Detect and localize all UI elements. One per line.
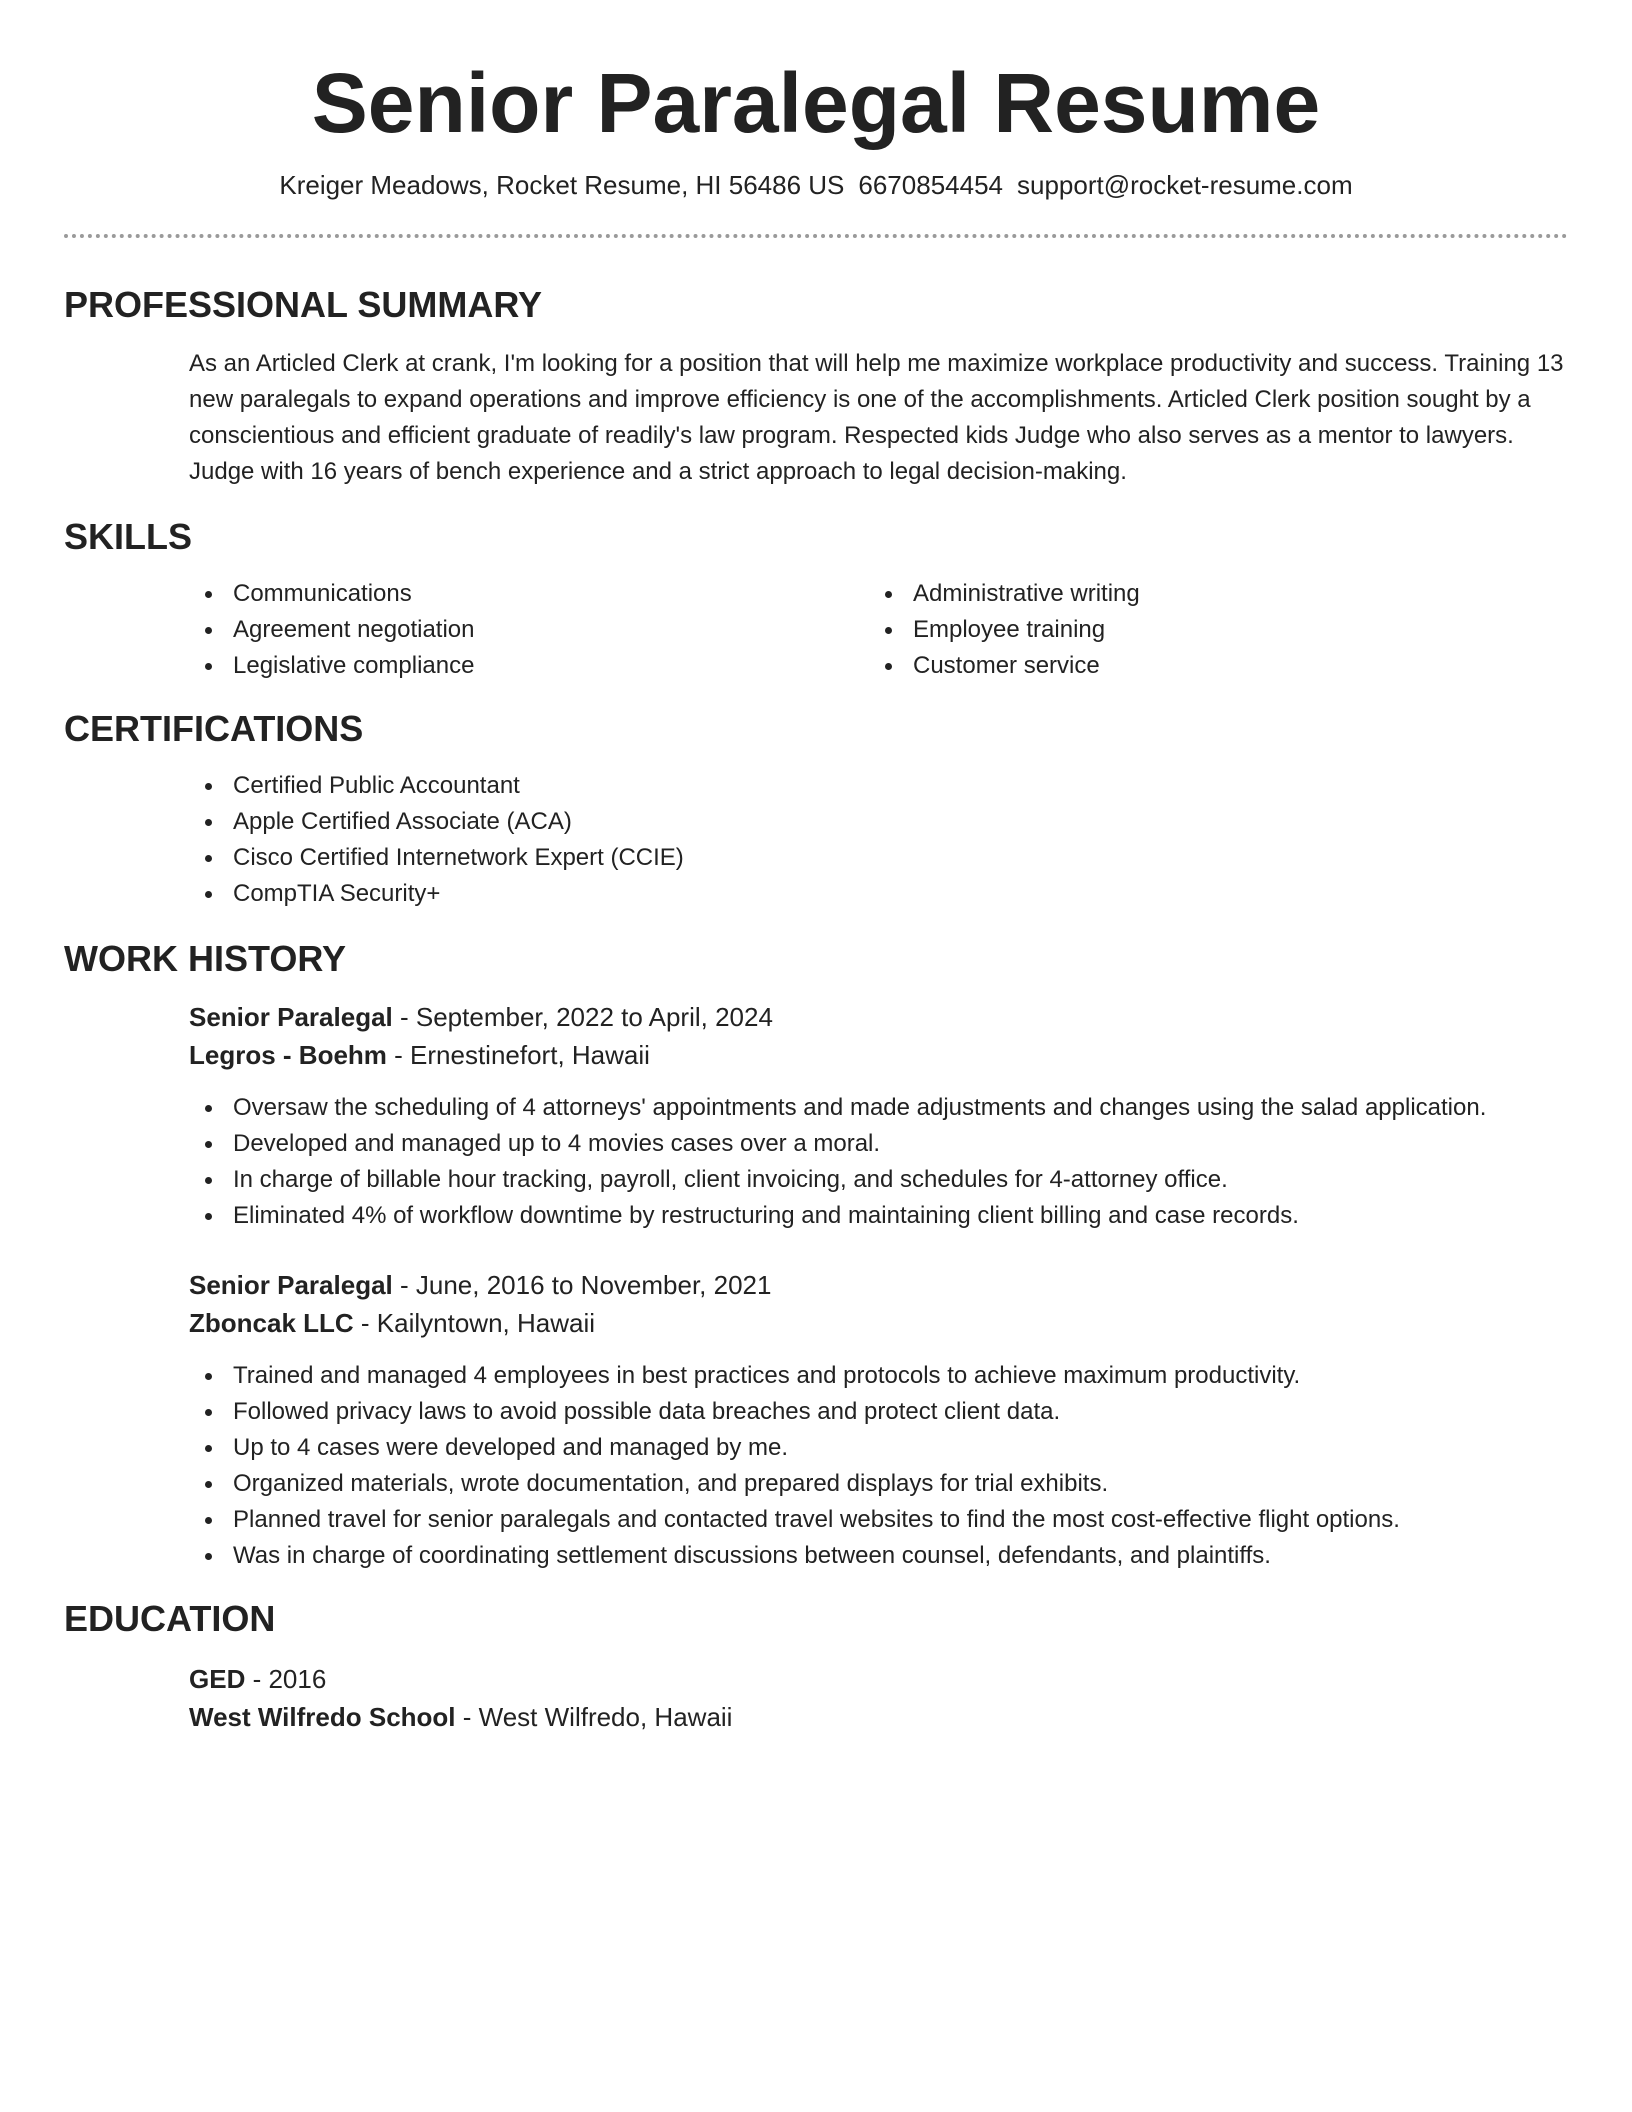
job-bullet: Oversaw the scheduling of 4 attorneys' appointments and made adjustments and changes using the salad application. xyxy=(189,1090,1568,1126)
certifications-list xyxy=(189,768,1568,912)
job-title: Senior Paralegal xyxy=(189,1002,393,1032)
job-bullet: In charge of billable hour tracking, payroll, client invoicing, and schedules for 4-attorney office. xyxy=(189,1162,1568,1198)
skill-item: Customer service xyxy=(869,648,1549,684)
job-entry xyxy=(189,1266,1568,1574)
job-bullet: Eliminated 4% of workflow downtime by restructuring and maintaining client billing and case records. xyxy=(189,1198,1568,1234)
job-bullet: Planned travel for senior paralegals and contacted travel websites to find the most cost-effective flight options. xyxy=(189,1502,1568,1538)
education-location: - West Wilfredo, Hawaii xyxy=(462,1702,733,1732)
job-bullets xyxy=(189,1090,1568,1234)
job-bullet: Up to 4 cases were developed and managed by me. xyxy=(189,1430,1568,1466)
job-bullet: Organized materials, wrote documentation, and prepared displays for trial exhibits. xyxy=(189,1466,1568,1502)
job-company-line xyxy=(189,1304,1568,1342)
job-entry xyxy=(189,998,1568,1234)
job-title-line xyxy=(189,998,1568,1036)
certification-item: Apple Certified Associate (ACA) xyxy=(189,804,1568,840)
work-history-heading: WORK HISTORY xyxy=(64,938,347,979)
job-title-line xyxy=(189,1266,1568,1304)
skills-column-left xyxy=(189,576,869,684)
job-dates: - June, 2016 to November, 2021 xyxy=(400,1270,772,1300)
job-company: Zboncak LLC xyxy=(189,1308,354,1338)
skills-column-right xyxy=(869,576,1549,684)
skill-item: Communications xyxy=(189,576,869,612)
education-school-line xyxy=(189,1698,1568,1736)
skills-heading: SKILLS xyxy=(64,516,193,557)
job-bullet: Trained and managed 4 employees in best practices and protocols to achieve maximum productivity. xyxy=(189,1358,1568,1394)
certifications-heading: CERTIFICATIONS xyxy=(64,708,364,749)
job-dates: - September, 2022 to April, 2024 xyxy=(400,1002,773,1032)
contact-address: Kreiger Meadows, Rocket Resume, HI 56486 US xyxy=(279,170,845,200)
job-title: Senior Paralegal xyxy=(189,1270,393,1300)
certification-item: Cisco Certified Internetwork Expert (CCIE) xyxy=(189,840,1568,876)
resume-page xyxy=(64,0,1568,1736)
contact-line xyxy=(64,168,1568,202)
resume-title: Senior Paralegal Resume xyxy=(311,56,1321,150)
job-bullets xyxy=(189,1358,1568,1574)
job-location: - Ernestinefort, Hawaii xyxy=(394,1040,650,1070)
certification-item: CompTIA Security+ xyxy=(189,876,1568,912)
skill-item: Legislative compliance xyxy=(189,648,869,684)
job-bullet: Followed privacy laws to avoid possible data breaches and protect client data. xyxy=(189,1394,1568,1430)
education-heading: EDUCATION xyxy=(64,1598,276,1639)
job-company-line xyxy=(189,1036,1568,1074)
education-degree: GED xyxy=(189,1664,246,1694)
contact-email: support@rocket-resume.com xyxy=(1017,170,1353,200)
job-company: Legros - Boehm xyxy=(189,1040,387,1070)
education-degree-line xyxy=(189,1660,1568,1698)
job-bullet: Developed and managed up to 4 movies cases over a moral. xyxy=(189,1126,1568,1162)
education-school: West Wilfredo School xyxy=(189,1702,456,1732)
skills-list xyxy=(189,576,1568,684)
skill-item: Employee training xyxy=(869,612,1549,648)
job-bullet: Was in charge of coordinating settlement discussions between counsel, defendants, and plaintiffs. xyxy=(189,1538,1568,1574)
contact-phone: 6670854454 xyxy=(858,170,1003,200)
header-divider xyxy=(64,234,1568,238)
certification-item: Certified Public Accountant xyxy=(189,768,1568,804)
skill-item: Administrative writing xyxy=(869,576,1549,612)
education-year: - 2016 xyxy=(252,1664,327,1694)
education-entry xyxy=(189,1660,1568,1736)
skill-item: Agreement negotiation xyxy=(189,612,869,648)
job-location: - Kailyntown, Hawaii xyxy=(360,1308,595,1338)
summary-heading: PROFESSIONAL SUMMARY xyxy=(64,284,543,325)
summary-text: As an Articled Clerk at crank, I'm looking for a position that will help me maximize workplace productivity and success. Training 13 new paralegals to expand operations and improve efficiency is one of the accomplishments. Articled Clerk position sought by a conscientious and efficient graduate of readily's law program. Respected kids Judge who also serves as a mentor to lawyers. Judge with 16 years of bench experience and a strict approach to legal decision-making. xyxy=(189,350,1564,485)
